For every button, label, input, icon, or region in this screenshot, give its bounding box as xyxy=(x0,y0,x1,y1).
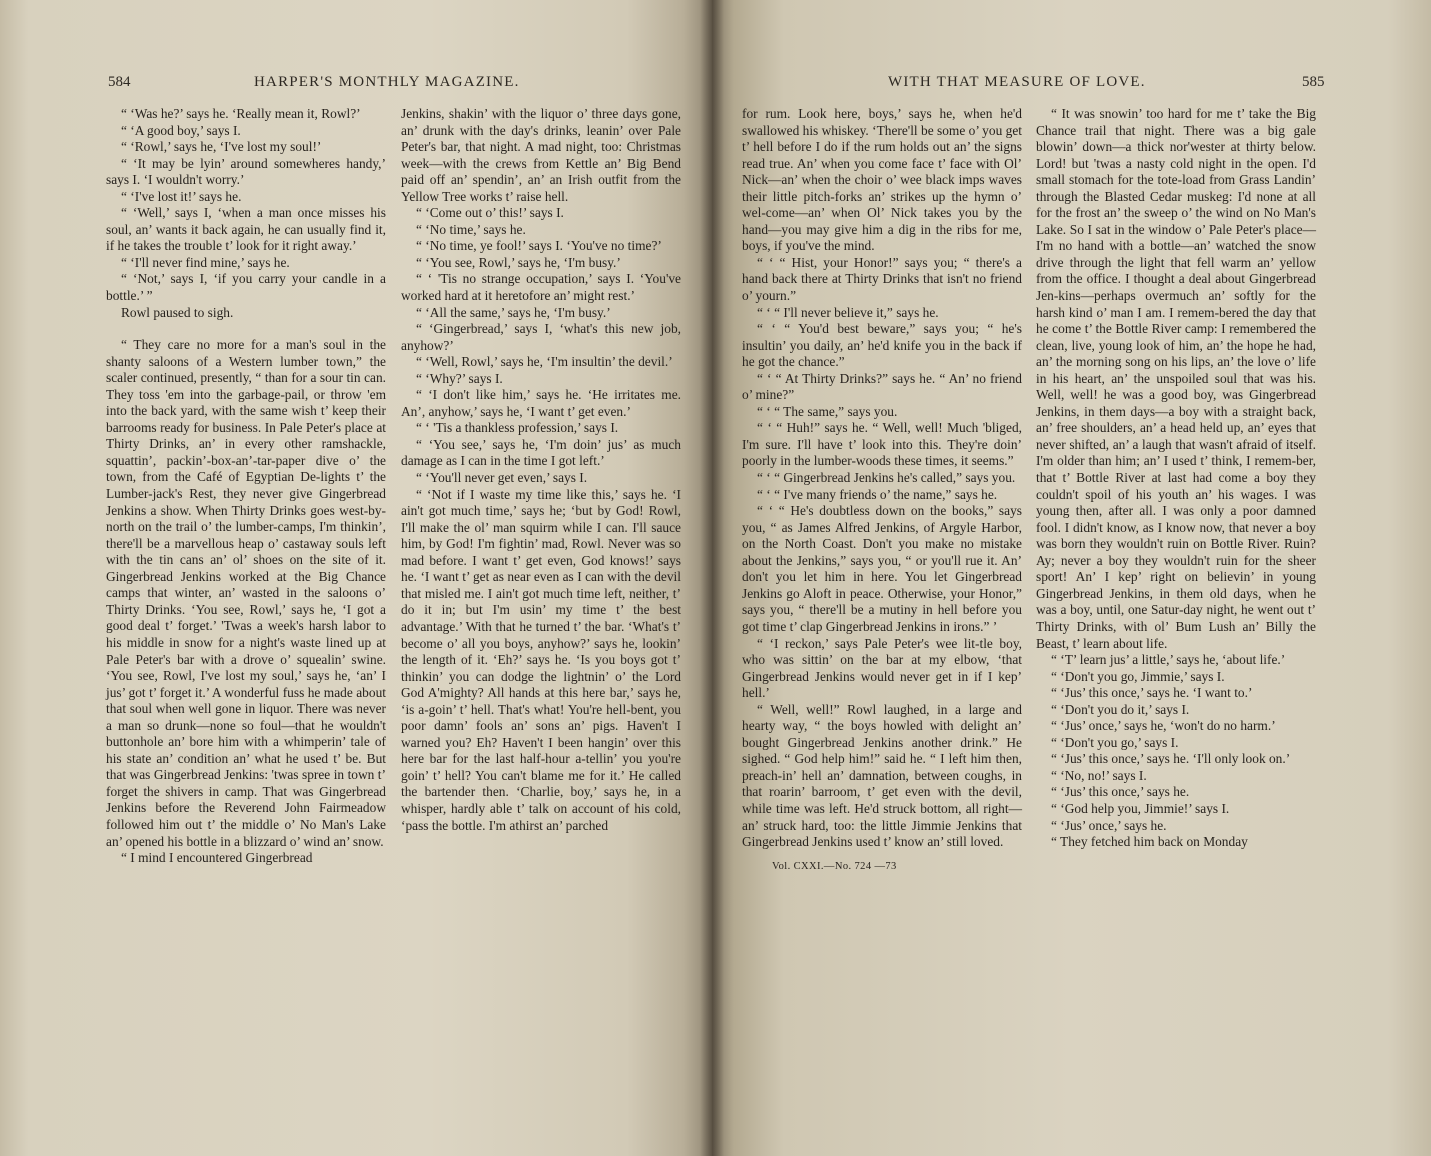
book-gutter xyxy=(700,0,724,1156)
paragraph: “ ‘ “ Gingerbread Jenkins he's called,” says you. xyxy=(757,470,1016,486)
paragraph: “ I mind I encountered Gingerbread xyxy=(121,850,313,866)
paragraph: “ ‘ “ At Thirty Drinks?” says he. “ An’ no friend o’ mine?” xyxy=(742,370,1022,403)
paragraph: “ ‘Don't you do it,’ says I. xyxy=(1051,701,1190,717)
paragraph: “ ‘I'll never find mine,’ says he. xyxy=(121,254,290,270)
paragraph: “ ‘ “ Huh!” says he. “ Well, well! Much 'bliged, I'm sure. I'll have t’ look into this. They're doin’ poorly in the lumber-woods these times, it seems.” xyxy=(742,420,1022,469)
paragraph: “ ‘ “ You'd best beware,” says you; “ he's insultin’ you daily, an’ he'd knife you in the back if he got the chance.” xyxy=(742,321,1022,370)
paragraph: “ ‘You see, Rowl,’ says he, ‘I'm busy.’ xyxy=(416,254,621,270)
paragraph: “ ‘It may be lyin’ around somewheres handy,’ says I. ‘I wouldn't worry.’ xyxy=(106,155,386,188)
paragraph: “ ‘Why?’ says I. xyxy=(416,370,503,386)
paragraph: “ ‘ “ I'll never believe it,” says he. xyxy=(757,304,939,320)
paragraph: “ ‘I reckon,’ says Pale Peter's wee lit-tle boy, who was sittin’ on the bar at my elbow, ‘that Gingerbread Jenkins would never get in if I kep’ hell.’ xyxy=(742,635,1022,701)
running-head-right: WITH THAT MEASURE OF LOVE. xyxy=(888,74,1146,90)
paragraph: “ ‘Not if I waste my time like this,’ says he. ‘I ain't got much time,’ says he; ‘but by God! Rowl, I'll make the ol’ man squirm while I can. I'll sauce him, by God! I'm fightin’ mad, Rowl. Never was so mad before. I want t’ get even, God knows!’ says he. ‘I want t’ get as near even as I can with the devil that misled me. I ain't got much time left, neither, t’ do it in; but I'm usin’ my time t’ the best advantage.’ With that he turned t’ the bar. ‘What's t’ become o’ all you boys, anyhow?’ says he, lookin’ the length of it. ‘Eh?’ says he. ‘Is you boys got t’ thinkin’ you can dodge the lightnin’ o’ the Lord God A'mighty? All hands at this here bar,’ says he, ‘is a-goin’ t’ hell. That's what! You're hell-bent, you poor damn’ fools an’ sons an’ pigs. Haven't I warned you? Eh? Haven't I been hangin’ over this here bar for the last half-hour a-tellin’ you you're goin’ t’ hell? You can't blame me for it.’ He called the bartender then. ‘Charlie, boy,’ says he, in a whisper, hardly able t’ talk on account of his cold, ‘pass the bottle. I'm athirst an’ parched xyxy=(401,486,681,833)
paragraph: “ ‘ 'Tis a thankless profession,’ says I. xyxy=(416,420,619,436)
paragraph: “ ‘Rowl,’ says he, ‘I've lost my soul!’ xyxy=(121,139,322,155)
paragraph: “ ‘Don't you go, Jimmie,’ says I. xyxy=(1051,668,1225,684)
text-column-3 xyxy=(742,106,1022,875)
paragraph: “ ‘All the same,’ says he, ‘I'm busy.’ xyxy=(416,304,611,320)
paragraph: “ ‘Jus’ this once,’ says he. ‘I want to.’ xyxy=(1051,685,1253,701)
paragraph: “ ‘You'll never get even,’ says I. xyxy=(416,470,588,486)
text-column-2 xyxy=(401,106,681,834)
paragraph: “ ‘ 'Tis no strange occupation,’ says I. ‘You've worked hard at it heretofore an’ might rest.’ xyxy=(401,271,681,304)
paragraph: for rum. Look here, boys,’ says he, when he'd swallowed his whiskey. ‘There'll be some o’ you get t’ hell before I do if the rum holds out an’ the signs read true. An’ when you come face t’ face with Ol’ Nick—an’ when the choir o’ wee black imps waves their little pitch-forks an’ strikes up the hymn o’ wel-come—an’ when Ol’ Nick takes you by the hand—you may give him a dig in the ribs for me, boys, if you've the mind. xyxy=(742,106,1022,254)
paragraph: “ ‘A good boy,’ says I. xyxy=(121,122,241,138)
paragraph: Jenkins, shakin’ with the liquor o’ three days gone, an’ drunk with the day's drinks, leanin’ over Pale Peter's bar, that night. A mad night, too: Christmas week—with the crews from Kettle an’ Big Bend paid off an’ spendin’, an’ an Irish outfit from the Yellow Tree works t’ raise hell. xyxy=(401,106,681,204)
right-page xyxy=(712,0,1431,1156)
paragraph: “ ‘No, no!’ says I. xyxy=(1051,767,1147,783)
paragraph: “ ‘You see,’ says he, ‘I'm doin’ jus’ as much damage as I can in the time I got left.’ xyxy=(401,436,681,469)
paragraph: “ ‘No time,’ says he. xyxy=(416,221,526,237)
paragraph: “ Well, well!” Rowl laughed, in a large and hearty way, “ the boys howled with delight an’ bought Gingerbread Jenkins another drink.” He sighed. “ God help him!” said he. “ I left him then, preach-in’ hell an’ damnation, between coughs, in that roarin’ barroom, t’ get even with the devil, while time was left. He'd struck bottom, all right—an’ struck hard, too: the little Jimmie Jenkins that Gingerbread Jenkins used t’ know an’ still loved. xyxy=(742,701,1022,850)
paragraph: “ ‘Well,’ says I, ‘when a man once misses his soul, an’ wants it back again, he can usually find it, if he takes the trouble t’ look for it right away.’ xyxy=(106,205,386,254)
paragraph: “ ‘Come out o’ this!’ says I. xyxy=(416,205,564,221)
paragraph: “ They fetched him back on Monday xyxy=(1051,834,1248,850)
paragraph: “ It was snowin’ too hard for me t’ take the Big Chance trail that night. There was a big gale blowin’ down—a thick nor'wester at thirty below. Lord! but 'twas a nasty cold night in the open. I'd small stomach for the tote-load from Grass Landin’ through the Blasted Cedar muskeg: I'd none at all for the frost an’ the sweep o’ the wind on No Man's Lake. So I sat in the window o’ Pale Peter's place—I'm no hand with a bottle—an’ watched the snow drive through the light that fell warm an’ yellow from the office. I thought a deal about Gingerbread Jen-kins—perhaps overmuch an’ softly for the harsh kind o’ man I am. I remem-bered the day that he come t’ the Bottle River camp: I remembered the clean, live, young look of him, an’ the hope he had, an’ the morning song on his lips, an’ the love o’ life in his heart, an’ the unspoiled soul that was his. Well, well! he was a good boy, was Gingerbread Jenkins, in them days—a boy with a straight back, an’ free shoulders, an’ a head held up, an’ eyes that never shifted, an’ a laugh that wasn't afraid of itself. I'm older than him; an’ I used t’ think, I remem-ber, that t’ Bottle River at last had come a boy they couldn't spoil of his youth an’ his wages. I was young then, after all. I was only a poor damned fool. I didn't know, as I know now, that never a boy was born they wouldn't ruin on Bottle River. Ruin? Ay; never a boy they wouldn't ruin for the sheer sport! An’ I kep’ right on believin’ in young Gingerbread Jenkins, in them old days, when he was a boy, until, one Satur-day night, he went out t’ Thirty Drinks, with ol’ Bum Lush an’ Billy the Beast, t’ learn about life. xyxy=(1036,106,1316,651)
paragraph: “ ‘Jus’ once,’ says he. xyxy=(1051,817,1167,833)
paragraph: “ ‘Well, Rowl,’ says he, ‘I'm insultin’ the devil.’ xyxy=(416,354,673,370)
page-number-right: 585 xyxy=(1302,74,1325,90)
text-column-4 xyxy=(1036,106,1316,851)
paragraph: “ ‘Not,’ says I, ‘if you carry your candle in a bottle.’ ” xyxy=(106,271,386,304)
left-page xyxy=(0,0,712,1156)
text-column-1 xyxy=(106,106,386,867)
page-number-left: 584 xyxy=(108,74,131,90)
paragraph: “ ‘Jus’ this once,’ says he. ‘I'll only look on.’ xyxy=(1051,751,1291,767)
paragraph: Rowl paused to sigh. xyxy=(121,304,234,320)
paragraph: “ ‘Gingerbread,’ says I, ‘what's this new job, anyhow?’ xyxy=(401,321,681,353)
paragraph: “ ‘ “ The same,” says you. xyxy=(757,403,898,419)
paragraph: “ ‘ “ He's doubtless down on the books,” says you, “ as James Alfred Jenkins, of Argyle Harbor, on the North Coast. Don't you make no mistake about the Jenkins,” says you, “ or you'll rue it. An’ don't you let him in here. You let Gingerbread Jenkins go Aloft in peace. Otherwise, your Honor,” says you, “ there'll be a mutiny in hell before you got time t’ clap Gingerbread Jenkins in irons.” ’ xyxy=(742,503,1022,634)
paragraph: “ ‘Was he?’ says he. ‘Really mean it, Rowl?’ xyxy=(121,106,361,121)
paragraph: “ ‘ “ I've many friends o’ the name,” says he. xyxy=(757,486,998,502)
paragraph: “ ‘God help you, Jimmie!’ says I. xyxy=(1051,800,1230,816)
paragraph: “ They care no more for a man's soul in the shanty saloons of a Western lumber town,” the scaler continued, presently, “ than for a sour tin can. They toss 'em into the garbage-pail, or throw 'em into the back yard, with the same wish t’ keep their barrooms ready for business. In Pale Peter's place at Thirty Drinks, an’ in every other ramshackle, squattin’, packin’-box-an’-tar-paper dive o’ the town, from the Café of Egyptian De-lights t’ the Lumber-jack's Rest, they never give Gingerbread Jenkins a show. When Thirty Drinks goes west-by-north on the trail o’ the lumber-camps, I'm thinkin’, there'll be a marvellous heap o’ castaway souls left with the tin cans an’ ol’ shoes on the site of it. Gingerbread Jenkins worked at the Big Chance camps that winter, an’ wasted in the saloons o’ Thirty Drinks. ‘You see, Rowl,’ says he, ‘I got a good deal t’ forget.’ 'Twas a week's harsh labor to his middle in snow for a night's waste lined up at Pale Peter's bar with a drove o’ squealin’ swine. ‘You see, Rowl, I've lost my soul,’ says he, ‘an’ I jus’ got t’ forget it.’ A wonderful fuss he made about that soul when well gone in liquor. There was never a man so drunk—none so foul—that he wouldn't buttonhole an’ bore him with a whimperin’ tale of his state an’ condition an’ what he used t’ be. But that was Gingerbread Jenkins: 'twas spree in town t’ forget the shivers in camp. That was Gingerbread Jenkins before the Reverend John Fairmeadow followed him out t’ the middle o’ No Man's Lake an’ opened his bottle in a blizzard o’ wind an’ snow. xyxy=(106,337,386,849)
paragraph: “ ‘I don't like him,’ says he. ‘He irritates me. An’, anyhow,’ says he, ‘I want t’ get even.’ xyxy=(401,387,681,419)
running-head-left: HARPER'S MONTHLY MAGAZINE. xyxy=(254,74,520,90)
signature-mark: Vol. CXXI.—No. 724 —73 xyxy=(772,860,897,872)
paragraph: “ ‘Jus’ once,’ says he, ‘won't do no harm.’ xyxy=(1051,718,1276,734)
paragraph: “ ‘ “ Hist, your Honor!” says you; “ there's a hand back there at Thirty Drinks that isn't no friend o’ yourn.” xyxy=(742,254,1022,304)
paragraph: “ ‘No time, ye fool!’ says I. ‘You've no time?’ xyxy=(416,238,662,254)
paragraph: “ ‘Jus’ this once,’ says he. xyxy=(1051,784,1190,800)
paragraph: “ ‘I've lost it!’ says he. xyxy=(121,188,242,204)
paragraph: “ ‘T’ learn jus’ a little,’ says he, ‘about life.’ xyxy=(1051,652,1286,668)
paragraph: “ ‘Don't you go,’ says I. xyxy=(1051,734,1179,750)
